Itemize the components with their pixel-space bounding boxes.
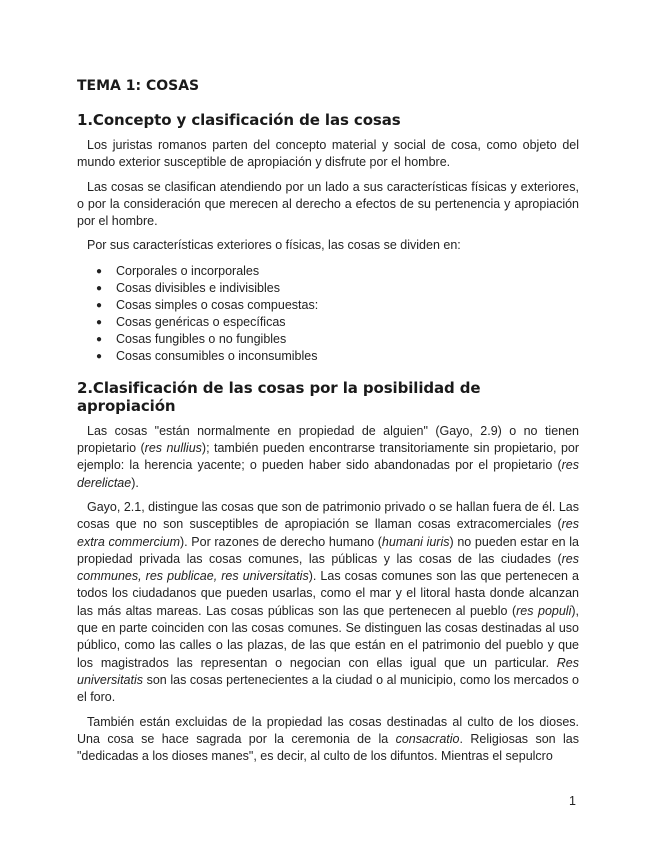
bullet-icon: ● — [96, 316, 103, 328]
latin-term: res extra commercium — [77, 517, 579, 549]
list-item — [96, 331, 579, 348]
section-2-heading: 2.Clasificación de las cosas por la posibilidad de apropiación — [77, 378, 481, 415]
classification-list — [77, 263, 579, 365]
text-run: son las cosas pertenecientes a la ciudad o al municipio, como los mercados o el foro. — [77, 672, 579, 705]
list-item — [96, 263, 579, 280]
list-item — [96, 348, 579, 365]
latin-term: res derelictae — [77, 458, 579, 490]
bullet-icon: ● — [96, 350, 103, 362]
section-1-heading: 1.Concepto y clasificación de las cosas — [77, 111, 401, 129]
bullet-icon: ● — [96, 299, 103, 311]
document-page — [77, 78, 579, 765]
list-item-text: Cosas fungibles o no fungibles — [116, 331, 287, 346]
section-2-paragraph-2 — [77, 499, 579, 707]
text-run: ); también pueden encontrarse transitoriamente sin propietario, por ejemplo: la herencia yacente; o pueden haber sido abandonadas por el propietario ( — [77, 441, 580, 473]
list-item-text: Cosas divisibles e indivisibles — [116, 280, 280, 295]
text-run: ), que en parte coinciden con las cosas comunes. Se distinguen las cosas destinadas al uso público, como las calles o las plazas, de las que están en el patrimonio del pueblo y que los magistrados las representan o negocian con ellas igual que un particular. — [77, 603, 579, 670]
text-run: ). Las cosas comunes son las que pertenecen a todos los ciudadanos que pueden usarlas, como el mar y el litoral hasta donde alcanzan las más altas mareas. Las cosas públicas son las que pertenecen al pueblo ( — [77, 569, 580, 618]
bullet-icon: ● — [96, 282, 103, 294]
text-run: ) no pueden estar en la propiedad privada las cosas comunes, las públicas y las cosas de las ciudades ( — [77, 534, 579, 566]
text-run: ). — [131, 475, 139, 490]
text-run: También están excluidas de la propiedad las cosas destinadas al culto de los dioses. Una cosa se hace sagrada por la ceremonia de la — [77, 714, 579, 746]
list-item-text: Cosas simples o cosas compuestas: — [116, 297, 319, 312]
text-run: ). Por razones de derecho humano ( — [179, 534, 382, 549]
section-1-paragraph-2: Las cosas se clasifican atendiendo por un lado a sus características físicas y exteriores, o por la consideración que merecen al derecho a efectos de su pertenencia y apropiación por el hombre. — [77, 179, 579, 229]
text-run: Gayo, 2.1, distingue las cosas que son de patrimonio privado o se hallan fuera de él. Las cosas que no son susceptibles de apropiación se llaman cosas extracomerciales ( — [77, 499, 579, 532]
bullet-icon: ● — [96, 265, 103, 277]
section-2-paragraph-1 — [77, 423, 579, 492]
list-item — [96, 314, 579, 331]
text-run: . Religiosas son las "dedicadas a los dioses manes", es decir, al culto de los difuntos. Mientras el sepulcro — [77, 731, 579, 764]
list-item-text: Corporales o incorporales — [116, 263, 260, 278]
section-2-paragraph-3 — [77, 714, 579, 766]
bullet-icon: ● — [96, 333, 103, 345]
page-number: 1 — [569, 794, 576, 808]
latin-term: res nullius — [144, 441, 202, 456]
text-run: Las cosas "están normalmente en propiedad de alguien" (Gayo, 2.9) o no tienen propietario ( — [77, 423, 579, 456]
latin-term: Res universitatis — [77, 655, 579, 687]
latin-term: consacratio — [395, 731, 460, 746]
latin-term: res populi — [516, 603, 572, 618]
list-item-text: Cosas consumibles o inconsumibles — [116, 348, 318, 363]
list-item — [96, 280, 579, 297]
section-1-paragraph-3: Por sus características exteriores o físicas, las cosas se dividen en: — [87, 238, 461, 253]
list-item-text: Cosas genéricas o específicas — [116, 314, 286, 329]
latin-term: humani iuris — [381, 534, 450, 549]
list-item — [96, 297, 579, 314]
document-title: TEMA 1: COSAS — [77, 78, 200, 94]
latin-term: res communes, res publicae, res universitatis — [77, 551, 579, 584]
section-1-paragraph-1: Los juristas romanos parten del concepto material y social de cosa, como objeto del mundo exterior susceptible de apropiación y disfrute por el hombre. — [77, 138, 579, 170]
